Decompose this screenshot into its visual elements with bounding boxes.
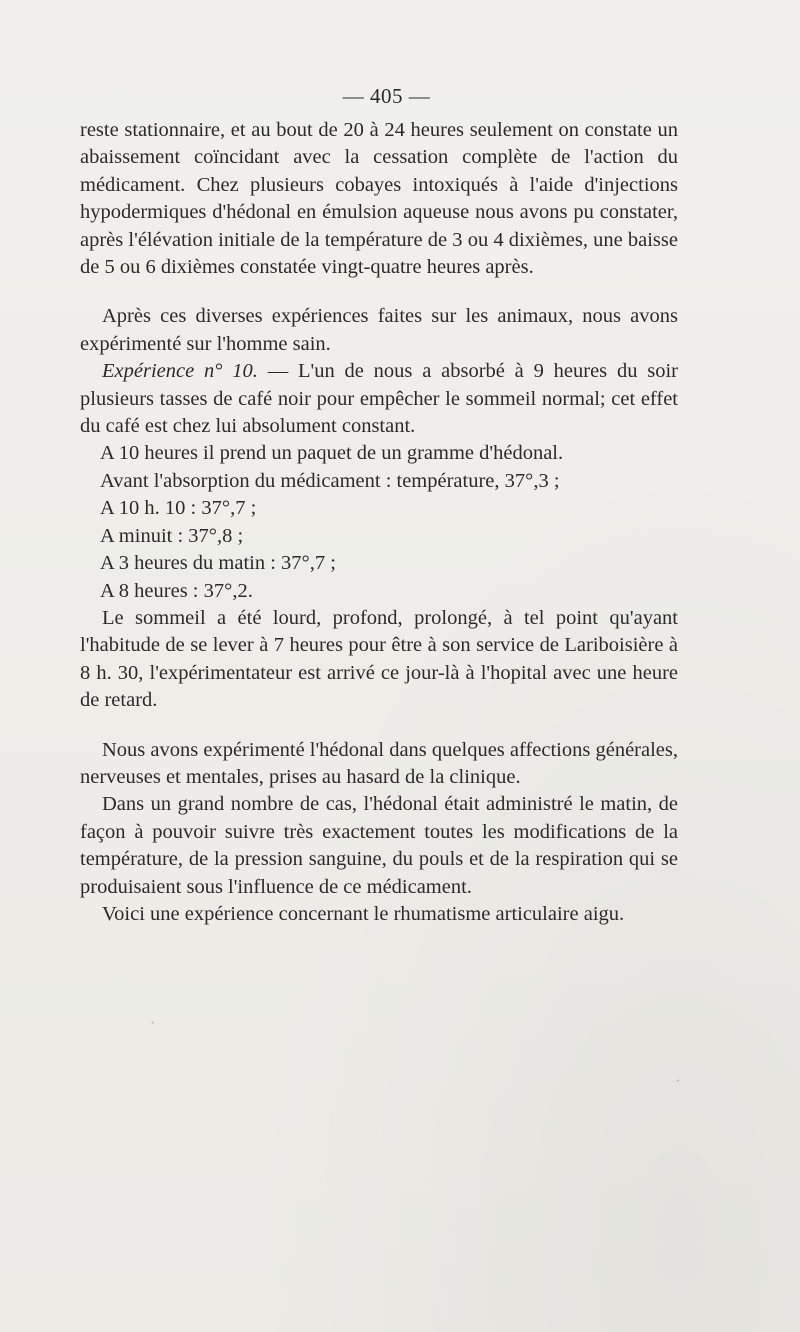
measurement-line: Avant l'absorption du médicament : température, 37°,3 ; xyxy=(100,469,560,492)
temperature-log xyxy=(80,440,678,604)
paper-speck: · xyxy=(675,1073,681,1090)
measurement-line: A 8 heures : 37°,2. xyxy=(100,579,253,602)
measurement-line: A minuit : 37°,8 ; xyxy=(100,524,244,547)
paragraph-sleep-result: Le sommeil a été lourd, profond, prolongé, à tel point qu'ayant l'habitude de se lever à 7 heures pour être à son service de Lariboisière à 8 h. 30, l'expérimentateur est arrivé ce jour-là à l'hopital avec une heure de retard. xyxy=(80,606,678,712)
measurement-line: A 10 h. 10 : 37°,7 ; xyxy=(100,497,257,520)
measurement-line: A 3 heures du matin : 37°,7 ; xyxy=(100,552,336,575)
paragraph-administration: Dans un grand nombre de cas, l'hédonal était administré le matin, de façon à pouvoir suivre très exactement toutes les modifications de la température, de la pression sanguine, du pouls et de la respiration qui se produisaient sous l'influence de ce médicament. xyxy=(80,793,678,898)
measurement-line: A 10 heures il prend un paquet de un gramme d'hédonal. xyxy=(100,442,564,465)
experiment-text: — L'un de nous a absorbé à 9 heures du soir plusieurs tasses de café noir pour empêcher le sommeil normal; cet effet du café est chez lui absolument constant. xyxy=(80,360,679,438)
paragraph-rheumatism-intro: Voici une expérience concernant le rhumatisme articulaire aigu. xyxy=(102,902,625,925)
paragraph-guinea-pig-results: reste stationnaire, et au bout de 20 à 24 heures seulement on constate un abaissement coïncidant avec la cessation complète de l'action du médicament. Chez plusieurs cobayes intoxiqués à l'aide d'injections hypodermiques d'hédonal en émulsion aqueuse nous avons pu constater, après l'élévation initiale de la température de 3 ou 4 dixièmes, une baisse de 5 ou 6 dixièmes constatée vingt-quatre heures après. xyxy=(80,119,678,279)
paragraph-clinical-trials: Nous avons expérimenté l'hédonal dans quelques affections générales, nerveuses et mentales, prises au hasard de la clinique. xyxy=(80,738,678,788)
page-number: — 405 — xyxy=(342,84,431,108)
paragraph-experiment-10 xyxy=(80,358,678,440)
paper-speck: · xyxy=(150,1015,156,1032)
experiment-label: Expérience n° 10. xyxy=(102,360,258,383)
paragraph-human-transition: Après ces diverses expériences faites sur les animaux, nous avons expérimenté sur l'homme sain. xyxy=(80,305,678,355)
